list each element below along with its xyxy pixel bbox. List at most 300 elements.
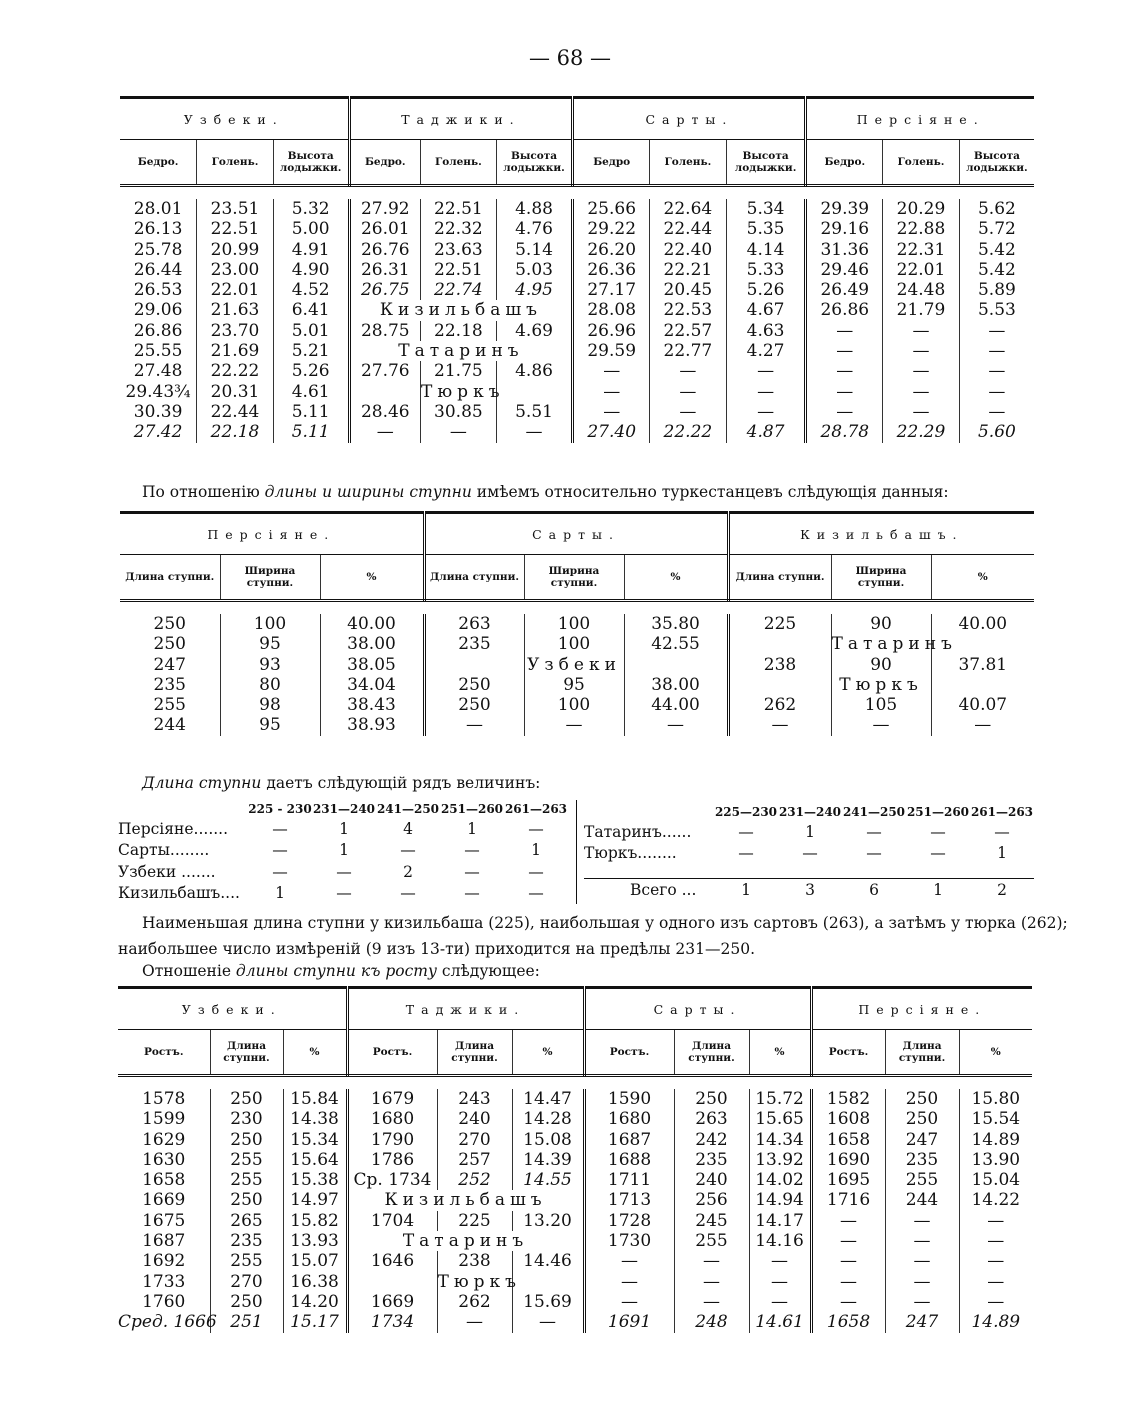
t1-column-header: Бедро.: [120, 140, 197, 186]
distribution-label: Узбеки .......: [118, 862, 216, 881]
table-cell: [347, 1272, 437, 1292]
distribution-total-value: 1: [933, 880, 943, 899]
table-cell: —: [806, 382, 883, 402]
distribution-value: —: [400, 841, 416, 860]
table-cell: 1713: [584, 1190, 674, 1210]
table-row: [118, 1150, 1032, 1170]
table-cell: —: [988, 381, 1006, 402]
table-cell: 4.91: [273, 240, 349, 260]
table-cell: 15.82: [283, 1211, 347, 1231]
table-cell: 13.92: [749, 1150, 811, 1170]
t3-column-header: %: [959, 1030, 1032, 1076]
t2-group-header: Персіяне.: [120, 513, 424, 555]
table-cell: 5.33: [726, 260, 806, 280]
distribution-total-value: 3: [805, 880, 815, 899]
table-cell: —: [885, 1292, 959, 1312]
table-cell: 262: [728, 695, 831, 715]
table-cell: 250: [885, 1109, 959, 1129]
t2-column-header: %: [320, 555, 424, 601]
table-row: [120, 260, 1034, 280]
table-cell: 235: [674, 1150, 749, 1170]
table-row: [120, 422, 1034, 442]
para4-text-c: слѣдующее:: [436, 962, 540, 980]
table-row: [120, 634, 1034, 654]
table-row: [120, 280, 1034, 300]
table-cell: —: [584, 1292, 674, 1312]
distribution-value: 1: [467, 819, 477, 838]
t2-column-header: Ширина ступни.: [524, 555, 624, 601]
table-cell: 29.39: [806, 199, 883, 219]
table-cell: 238: [437, 1251, 512, 1271]
table-cell: 4.69: [496, 321, 573, 341]
table-cell: 4.86: [496, 361, 573, 381]
page-number: — 68 —: [528, 46, 612, 70]
table-cell: 247: [885, 1130, 959, 1150]
table-cell: 15.17: [283, 1312, 347, 1332]
table-cell: 25.55: [120, 341, 197, 361]
table-cell: 22.88: [883, 219, 960, 239]
table-cell: —: [624, 715, 728, 735]
table-cell: 26.86: [120, 321, 197, 341]
t2-column-header: Длина ступни.: [424, 555, 524, 601]
table-row: [120, 341, 1034, 361]
table-cell: —: [987, 1231, 1005, 1252]
table-cell: 1687: [118, 1231, 210, 1251]
table-cell: —: [349, 422, 421, 442]
table-cell: 15.64: [283, 1150, 347, 1170]
table-cell: —: [584, 1251, 674, 1271]
table-cell: 14.89: [971, 1129, 1021, 1150]
distribution-value: —: [464, 841, 480, 860]
table-cell: 1582: [811, 1089, 885, 1109]
table-cell: 243: [437, 1089, 512, 1109]
table-cell: 250: [120, 614, 220, 634]
table-cell: 225: [437, 1211, 512, 1231]
table-cell: 5.34: [726, 199, 806, 219]
table-cell: 1630: [118, 1150, 210, 1170]
table-cell: —: [726, 382, 806, 402]
table-row: [120, 675, 1034, 695]
table-cell: 244: [885, 1190, 959, 1210]
table-cell: —: [883, 382, 960, 402]
table-cell: [728, 675, 831, 695]
table-foot-width: [120, 511, 1034, 736]
table-cell: 20.45: [650, 280, 727, 300]
distribution-value: —: [272, 862, 288, 881]
table-cell: [728, 634, 831, 654]
table-cell: 1599: [118, 1109, 210, 1129]
t3-column-header: Длина ступни.: [437, 1030, 512, 1076]
table-cell: 23.63: [421, 240, 497, 260]
t1-column-header: Голень.: [197, 140, 274, 186]
table-row: [118, 1109, 1032, 1129]
table-cell: 26.13: [120, 219, 197, 239]
table-cell: 250: [210, 1292, 283, 1312]
table-cell: 14.61: [749, 1312, 811, 1332]
table-cell: 1734: [347, 1312, 437, 1332]
table-cell: 1730: [584, 1231, 674, 1251]
table-cell: 5.14: [496, 240, 573, 260]
t2-column-header: Длина ступни.: [120, 555, 220, 601]
t1-column-header: Высота лодыжки.: [726, 140, 806, 186]
t2-group-header: Сарты.: [424, 513, 728, 555]
table-cell: 95: [220, 634, 320, 654]
table-cell: 245: [674, 1211, 749, 1231]
table-cell: 29.46: [806, 260, 883, 280]
table-cell: —: [749, 1272, 811, 1292]
table-cell: 244: [120, 715, 220, 735]
paragraph-height-intro: [142, 962, 540, 980]
distribution-range-header: 251—260: [906, 805, 970, 819]
t3-column-header: Длина ступни.: [210, 1030, 283, 1076]
table-cell: 38.05: [320, 655, 424, 675]
distribution-range-header: 241—250: [842, 805, 906, 819]
t2-column-header: %: [931, 555, 1034, 601]
t3-group-header: Узбеки.: [118, 988, 347, 1030]
table-row: [118, 1211, 1032, 1231]
table-cell: 250: [885, 1089, 959, 1109]
para1-text-a: По отношенію: [142, 483, 265, 501]
table-cell: Сред. 1666: [118, 1312, 217, 1333]
distribution-row: [118, 883, 568, 905]
table-cell: 24.48: [883, 280, 960, 300]
table-cell: 15.69: [512, 1292, 584, 1312]
table-cell: 105: [831, 695, 931, 715]
t3-column-header: %: [749, 1030, 811, 1076]
table-cell: 27.17: [573, 280, 650, 300]
table-cell: 1786: [347, 1150, 437, 1170]
table-cell: 1578: [118, 1089, 210, 1109]
table-cell: 14.94: [749, 1190, 811, 1210]
table-cell: 270: [437, 1130, 512, 1150]
distribution-value: —: [528, 862, 544, 881]
table-cell-label: Кизильбашъ: [349, 300, 573, 320]
distribution-label: Сарты........: [118, 841, 210, 860]
table-cell: 28.01: [120, 199, 197, 219]
table-leg-measurements: [120, 96, 1034, 443]
table-cell: 4.61: [273, 382, 349, 402]
table-cell: —: [974, 715, 992, 736]
table-cell: —: [987, 1251, 1005, 1272]
table-cell: 15.04: [971, 1170, 1021, 1191]
table-cell: —: [883, 402, 960, 422]
table-cell: 1704: [347, 1211, 437, 1231]
distribution-value: 1: [275, 884, 285, 903]
table-cell: 1692: [118, 1251, 210, 1271]
table-cell: 26.31: [349, 260, 421, 280]
table-cell: 248: [674, 1312, 749, 1332]
table-row: [120, 402, 1034, 422]
table-cell: 35.80: [624, 614, 728, 634]
table-cell: 26.44: [120, 260, 197, 280]
table-cell: 26.75: [349, 280, 421, 300]
table-cell: 1658: [811, 1130, 885, 1150]
distribution-value: —: [930, 822, 946, 841]
table-cell: 42.55: [624, 634, 728, 654]
table-cell: 23.00: [197, 260, 274, 280]
table-cell: 26.49: [806, 280, 883, 300]
table-cell: [349, 382, 421, 402]
paragraph-foot-intro: [142, 483, 949, 501]
table-cell: 1695: [811, 1170, 885, 1190]
distribution-value: —: [336, 884, 352, 903]
table-cell: 247: [120, 655, 220, 675]
table-cell: —: [674, 1251, 749, 1271]
table-cell: 21.79: [883, 300, 960, 320]
table-cell: 22.51: [197, 219, 274, 239]
table-row: [118, 1251, 1032, 1271]
table-row: [120, 199, 1034, 219]
table-cell: 26.76: [349, 240, 421, 260]
table-cell: 22.21: [650, 260, 727, 280]
distribution-row: [584, 821, 1034, 843]
table-cell: 20.99: [197, 240, 274, 260]
table-cell: 23.51: [197, 199, 274, 219]
distribution-range-header: 261—263: [970, 805, 1034, 819]
table-cell: 5.35: [726, 219, 806, 239]
table-cell: 5.51: [496, 402, 573, 422]
table-cell: 240: [437, 1109, 512, 1129]
distribution-range-header: 261—263: [504, 802, 568, 816]
table-cell: 250: [210, 1130, 283, 1150]
distribution-value: —: [738, 822, 754, 841]
table-cell: 14.22: [971, 1190, 1021, 1211]
table-cell: 22.64: [650, 199, 727, 219]
table-cell: 22.44: [650, 219, 727, 239]
table-cell: 22.51: [421, 199, 497, 219]
distribution-value: 1: [339, 819, 349, 838]
table-cell: —: [988, 341, 1006, 362]
table-cell: —: [988, 401, 1006, 422]
table-cell: 250: [674, 1089, 749, 1109]
table-cell: 1608: [811, 1109, 885, 1129]
distribution-label: Персіяне.......: [118, 819, 229, 838]
para1-text-b: длины и ширины ступни: [264, 483, 472, 501]
t3-column-header: %: [283, 1030, 347, 1076]
table-cell: —: [987, 1271, 1005, 1292]
table-cell: —: [524, 715, 624, 735]
table-cell: 240: [674, 1170, 749, 1190]
table-cell: 34.04: [320, 675, 424, 695]
table-cell: —: [885, 1251, 959, 1271]
table-cell: 1669: [347, 1292, 437, 1312]
table-cell: 15.34: [283, 1130, 347, 1150]
table-cell: 4.63: [726, 321, 806, 341]
table-cell: 22.18: [421, 321, 497, 341]
table-cell: 95: [524, 675, 624, 695]
table-cell: —: [749, 1292, 811, 1312]
table-cell: 27.48: [120, 361, 197, 381]
table-cell: 22.18: [197, 422, 274, 442]
distribution-row: [584, 843, 1034, 865]
table-cell: —: [806, 321, 883, 341]
t1-column-header: Высота лодыжки.: [496, 140, 573, 186]
table-cell: 1690: [811, 1150, 885, 1170]
t3-column-header: Длина ступни.: [885, 1030, 959, 1076]
table-cell: 14.47: [512, 1089, 584, 1109]
distribution-value: —: [272, 819, 288, 838]
table-cell: 1728: [584, 1211, 674, 1231]
table-row: [120, 382, 1034, 402]
table-cell: 1680: [347, 1109, 437, 1129]
table-cell: 38.93: [320, 715, 424, 735]
distribution-value: —: [738, 844, 754, 863]
table-cell: 31.36: [806, 240, 883, 260]
table-cell: —: [806, 341, 883, 361]
distribution-table-right: [584, 803, 1034, 901]
table-cell: 28.75: [349, 321, 421, 341]
table-cell: 265: [210, 1211, 283, 1231]
table-row: [118, 1190, 1032, 1210]
table-cell: —: [674, 1272, 749, 1292]
table-cell: 25.78: [120, 240, 197, 260]
distribution-range-header: 231—240: [312, 802, 376, 816]
distribution-label: Тюркъ........: [584, 844, 677, 863]
table-cell: 251: [210, 1312, 283, 1332]
table-cell: 5.42: [977, 239, 1016, 260]
table-cell: 257: [437, 1150, 512, 1170]
table-cell: 93: [220, 655, 320, 675]
table-row: [120, 715, 1034, 735]
table-cell: —: [650, 361, 727, 381]
table-cell: —: [885, 1231, 959, 1251]
table-cell: 15.08: [512, 1130, 584, 1150]
table-cell: —: [573, 402, 650, 422]
distribution-value: —: [464, 884, 480, 903]
table-cell: 4.14: [726, 240, 806, 260]
table-cell: 14.46: [512, 1251, 584, 1271]
table-cell: —: [806, 361, 883, 381]
distribution-value: —: [528, 884, 544, 903]
table-cell: Тюркъ: [421, 381, 505, 402]
distribution-value: —: [866, 844, 882, 863]
table-cell: 270: [210, 1272, 283, 1292]
table-cell: 250: [210, 1089, 283, 1109]
table-cell: 22.22: [197, 361, 274, 381]
para4-text-a: Отношеніе: [142, 962, 236, 980]
table-cell: 255: [120, 695, 220, 715]
t3-column-header: Длина ступни.: [674, 1030, 749, 1076]
table-cell: —: [883, 361, 960, 381]
table-cell-label: Кизильбашъ: [347, 1190, 584, 1210]
table-cell: 1590: [584, 1089, 674, 1109]
para2-text-a: Длина ступни: [142, 774, 262, 792]
distribution-value: —: [930, 844, 946, 863]
distribution-value: —: [994, 822, 1010, 841]
table-cell: 14.02: [749, 1170, 811, 1190]
table-cell: 235: [120, 675, 220, 695]
table-cell: 22.53: [650, 300, 727, 320]
t1-column-header: Голень.: [421, 140, 497, 186]
table-cell: 230: [210, 1109, 283, 1129]
table-cell: 1687: [584, 1130, 674, 1150]
t1-column-header: Высота лодыжки.: [959, 140, 1034, 186]
table-cell: —: [988, 361, 1006, 382]
table-cell: —: [437, 1312, 512, 1332]
table-cell: 235: [885, 1150, 959, 1170]
table-cell: —: [728, 715, 831, 735]
table-cell: 256: [674, 1190, 749, 1210]
table-cell: 26.86: [806, 300, 883, 320]
distribution-total-value: 6: [869, 880, 879, 899]
table-cell: —: [883, 341, 960, 361]
table-cell: 22.01: [197, 280, 274, 300]
table-cell-label: Татаринъ: [349, 341, 573, 361]
table-cell: —: [811, 1211, 885, 1231]
table-cell: —: [811, 1251, 885, 1271]
table-cell: 22.77: [650, 341, 727, 361]
table-cell: —: [573, 361, 650, 381]
table-cell: 1658: [811, 1312, 885, 1332]
table-cell: —: [584, 1272, 674, 1292]
table-cell: —: [496, 422, 573, 442]
t1-column-header: Бедро: [573, 140, 650, 186]
table-cell: 27.42: [120, 422, 197, 442]
table-cell: 4.76: [496, 219, 573, 239]
table-cell: —: [885, 1272, 959, 1292]
table-cell: 30.39: [120, 402, 197, 422]
table-cell: 5.42: [977, 259, 1016, 280]
table-cell: —: [573, 382, 650, 402]
para4-text-b: длины ступни къ росту: [235, 962, 437, 980]
table-row: [118, 1170, 1032, 1190]
distribution-row: [118, 840, 568, 862]
table-cell: Узбеки: [524, 655, 624, 675]
table-cell: 14.20: [283, 1292, 347, 1312]
table-cell: 22.29: [883, 422, 960, 442]
para3-line1: Наименьшая длина ступни у кизильбаша (225), наибольшая у одного изъ сартовъ (263), а затѣмъ у тюрка (262);: [142, 914, 1068, 932]
table-cell: 26.01: [349, 219, 421, 239]
table-row: [120, 219, 1034, 239]
table-cell: 225: [728, 614, 831, 634]
table-cell: 22.44: [197, 402, 274, 422]
table-cell: 1760: [118, 1292, 210, 1312]
table-row: [120, 321, 1034, 341]
distribution-value: 4: [403, 819, 413, 838]
table-cell: 5.11: [273, 422, 349, 442]
distribution-value: —: [866, 822, 882, 841]
distribution-value: 1: [531, 841, 541, 860]
table-cell: 1629: [118, 1130, 210, 1150]
table-cell: 15.07: [283, 1251, 347, 1271]
t2-column-header: Длина ступни.: [728, 555, 831, 601]
table-cell: 28.46: [349, 402, 421, 422]
t3-group-header: Персіяне.: [811, 988, 1032, 1030]
table-cell: 15.38: [283, 1170, 347, 1190]
table-cell: 6.41: [273, 300, 349, 320]
table-cell: 38.43: [320, 695, 424, 715]
table-cell: 22.01: [883, 260, 960, 280]
table-cell: 1680: [584, 1109, 674, 1129]
table-cell: —: [674, 1292, 749, 1312]
table-cell: 30.85: [421, 402, 497, 422]
table-cell: 238: [728, 655, 831, 675]
table-cell: 5.60: [977, 422, 1016, 443]
table-cell: —: [650, 402, 727, 422]
distribution-value: 1: [805, 822, 815, 841]
distribution-total-value: 1: [741, 880, 751, 899]
table-cell: 20.29: [883, 199, 960, 219]
table-cell: 29.43¾: [120, 382, 197, 402]
distribution-total-row: [584, 879, 1034, 901]
table-cell: —: [512, 1312, 584, 1332]
t2-column-header: Ширина ступни.: [831, 555, 931, 601]
distribution-separator: [576, 800, 577, 904]
t1-column-header: Голень.: [650, 140, 727, 186]
table-cell: 15.84: [283, 1089, 347, 1109]
t2-column-header: %: [624, 555, 728, 601]
table-cell: 22.51: [421, 260, 497, 280]
